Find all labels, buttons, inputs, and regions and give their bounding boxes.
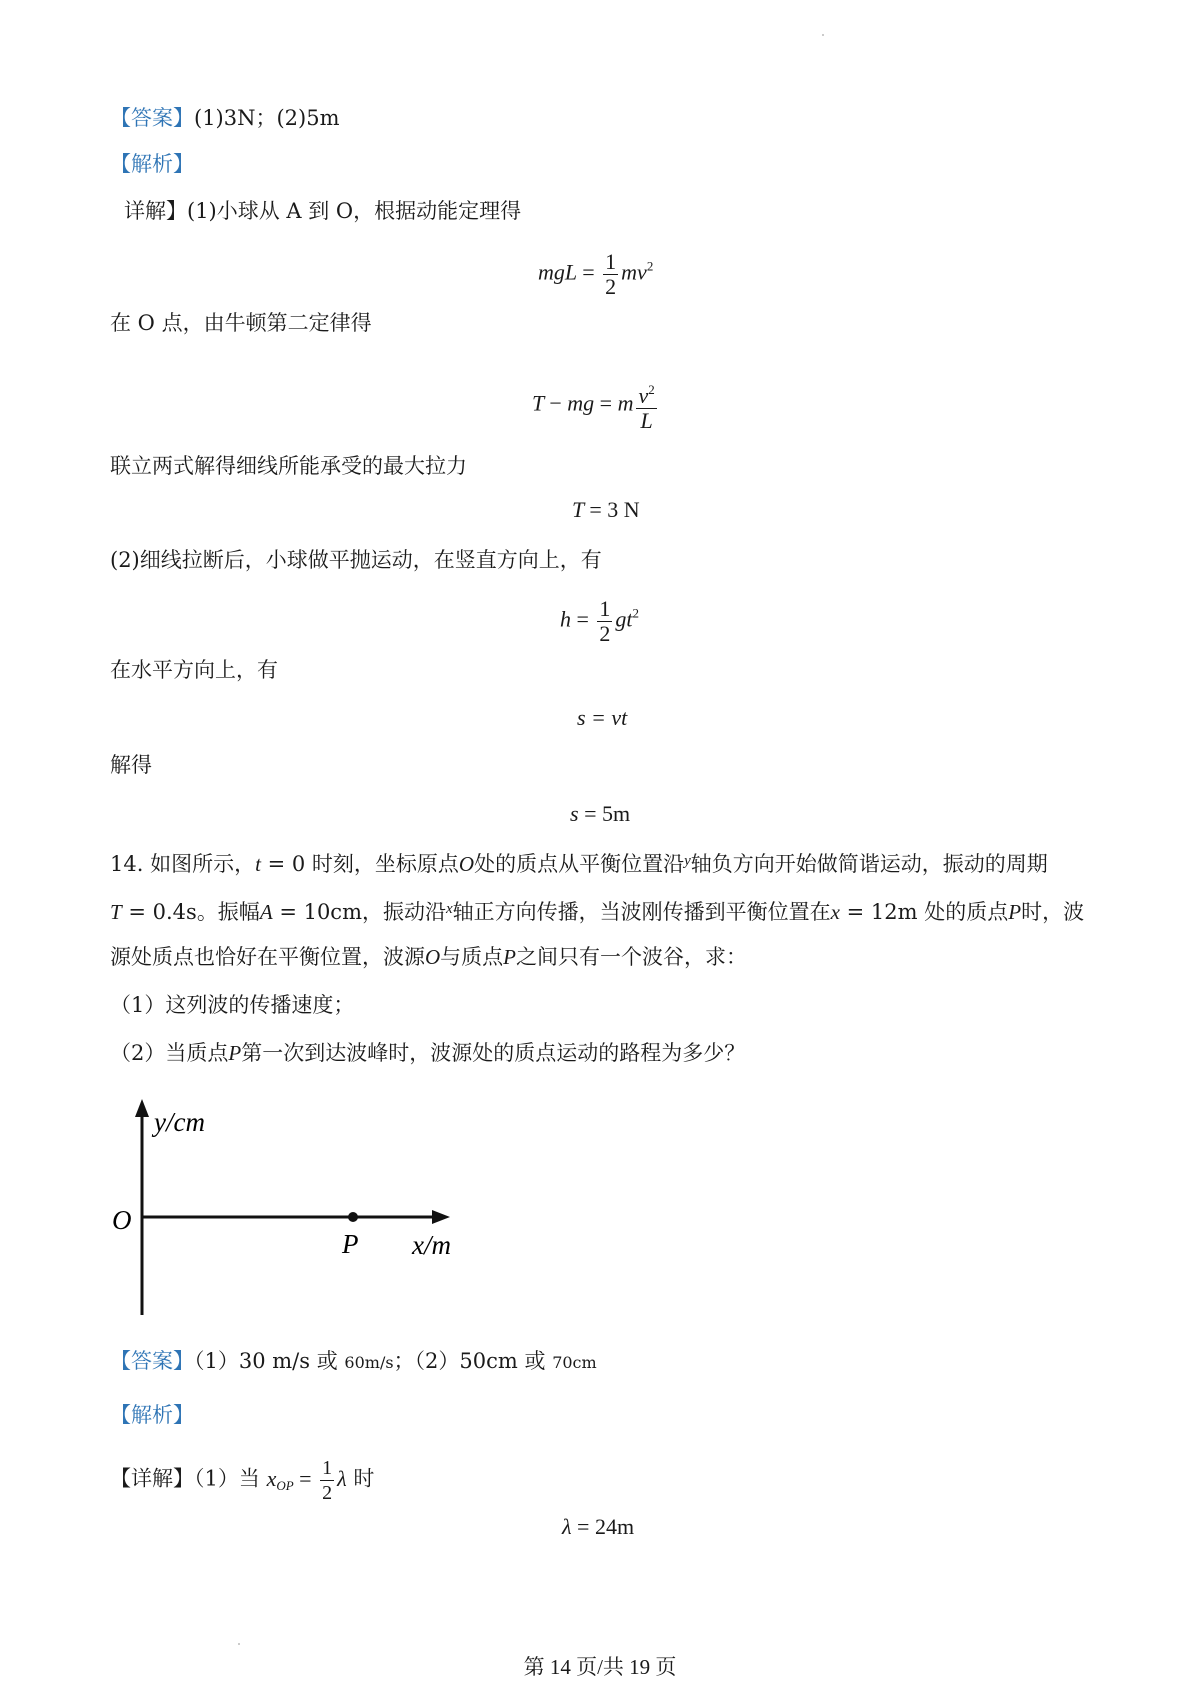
var-x: x [830, 900, 840, 924]
text: 70cm [552, 1353, 597, 1372]
answer-tag: 【答案】 [110, 106, 194, 130]
q13-o-point-line: 在 O 点，由牛顿第二定律得 [110, 311, 372, 335]
q14-sub-question-1: （1）这列波的传播速度； [110, 993, 355, 1017]
origin-label [112, 1205, 132, 1235]
equation-energy: mgL = $\frac{1}{2}$ $mv^2$ [538, 249, 654, 299]
text: 【详解】（1）当 [110, 1466, 260, 1491]
x-axis-arrow [432, 1210, 450, 1224]
q14-stem-line-2 [110, 895, 1084, 926]
var-A: A [259, 900, 273, 924]
var-P: P [1008, 900, 1022, 924]
point-P-label-text: P [342, 1229, 359, 1259]
y-axis-arrow [135, 1099, 149, 1117]
text: 时 [353, 1466, 375, 1491]
text: （2）当质点 [110, 1041, 229, 1065]
text: 处的质点从平衡位置沿 [474, 852, 685, 876]
answer-text: (1)3N；(2)5m [194, 106, 340, 130]
var-t: t [255, 852, 261, 876]
var-O: O [425, 945, 441, 969]
equation-svt: s = vt [577, 705, 628, 730]
eq-lhs: T [572, 497, 584, 522]
q14-sub-question-2 [110, 1039, 745, 1067]
var-T: T [110, 900, 122, 924]
text: 处的质点 [924, 900, 1009, 924]
fraction-v2-over-L: $\frac{v^2}{L}$ [636, 378, 656, 433]
text: 源处质点也恰好在平衡位置，波源 [110, 945, 425, 969]
var-x: x [445, 901, 453, 917]
fraction-half-3: $\frac{1}{2}$ [322, 1457, 333, 1504]
var-P: P [228, 1041, 242, 1065]
eq-rhs: = 3 N [589, 497, 640, 522]
q13-combine-line: 联立两式解得细线所能承受的最大拉力 [110, 454, 467, 478]
equation-s5m [570, 801, 630, 827]
answer-tag: 【答案】 [110, 1349, 194, 1373]
text: 第一次到达波峰时，波源处的质点运动的路程为多少？ [241, 1041, 746, 1065]
q13-answer-line [110, 104, 340, 132]
y-axis-label-text: y/cm [154, 1107, 205, 1137]
q13-solve-line: 解得 [110, 753, 152, 777]
text: ；（2） [393, 1349, 460, 1373]
text: 时，波 [1021, 900, 1085, 924]
eq-rhs: = 24m [577, 1514, 635, 1539]
text: = 12m [839, 900, 925, 924]
text: = 0 [260, 852, 312, 876]
equation-tension [572, 497, 640, 523]
equation-vertical: h = $\frac{1}{2}$ $gt^2$ [560, 596, 640, 646]
analysis-tag: 【解析】 [110, 1403, 194, 1427]
text: 50cm [459, 1349, 518, 1373]
text: 或 [310, 1349, 345, 1373]
equation-newton: T − mg = m $\frac{v^2}{L}$ [532, 378, 660, 433]
point-P-dot [348, 1212, 358, 1222]
q13-part2-line: (2)细线拉断后，小球做平抛运动，在竖直方向上，有 [110, 548, 602, 572]
scan-dot [822, 34, 824, 36]
text: 60m/s [344, 1353, 394, 1372]
equation-lambda [562, 1514, 634, 1540]
text: = 0.4s [121, 900, 197, 924]
text: 。振幅 [196, 900, 260, 924]
analysis-tag: 【解析】 [110, 152, 194, 176]
y-axis-label [151, 1107, 205, 1137]
text: （1） [194, 1349, 239, 1373]
var-O: O [458, 852, 475, 876]
page-footer: 第 14 页/共 19 页 [523, 1655, 677, 1679]
eq-lhs: λ [562, 1514, 572, 1539]
text: 轴负方向开始做简谐运动，振动的周期 [690, 852, 1048, 876]
q13-detail-line: 详解】(1)小球从 A 到 O，根据动能定理得 [124, 199, 522, 223]
text: ，振动沿 [361, 900, 446, 924]
q14-detail-line: 【详解】（1）当 $x_{OP}$ = $\frac{1}{2}$ λ 时 [110, 1457, 375, 1504]
scan-dot [238, 1643, 240, 1645]
text: 之间只有一个波谷，求： [516, 945, 747, 969]
fraction-half-2: $\frac{1}{2}$ [599, 596, 611, 646]
text: = 10cm [272, 900, 362, 924]
q14-stem-line-3 [110, 943, 747, 971]
eq-lhs: s [570, 801, 579, 826]
text: 30 m/s [238, 1349, 311, 1373]
text: 轴正方向传播，当波刚传播到平衡位置在 [452, 900, 831, 924]
wave-axes-figure [100, 1095, 480, 1325]
text: 时刻，坐标原点 [311, 852, 459, 876]
text: 14. 如图所示， [110, 852, 256, 876]
var-P: P [503, 945, 516, 969]
x-axis-label [411, 1230, 451, 1260]
x-axis-label-text: x/m [412, 1230, 451, 1260]
q14-answer-line [110, 1347, 597, 1377]
point-P-label [341, 1229, 359, 1259]
q14-stem-line-1 [110, 847, 1048, 878]
var-y: y [684, 853, 691, 869]
origin-label-text: O [112, 1205, 132, 1235]
text: 或 [517, 1349, 553, 1373]
q14-analysis-line [110, 1401, 194, 1429]
eq-rhs: = 5m [584, 801, 631, 826]
q13-analysis-line [110, 150, 194, 178]
fraction-half: $\frac{1}{2}$ [605, 249, 617, 299]
text: 与质点 [440, 945, 504, 969]
q13-horizontal-line: 在水平方向上，有 [110, 658, 278, 682]
